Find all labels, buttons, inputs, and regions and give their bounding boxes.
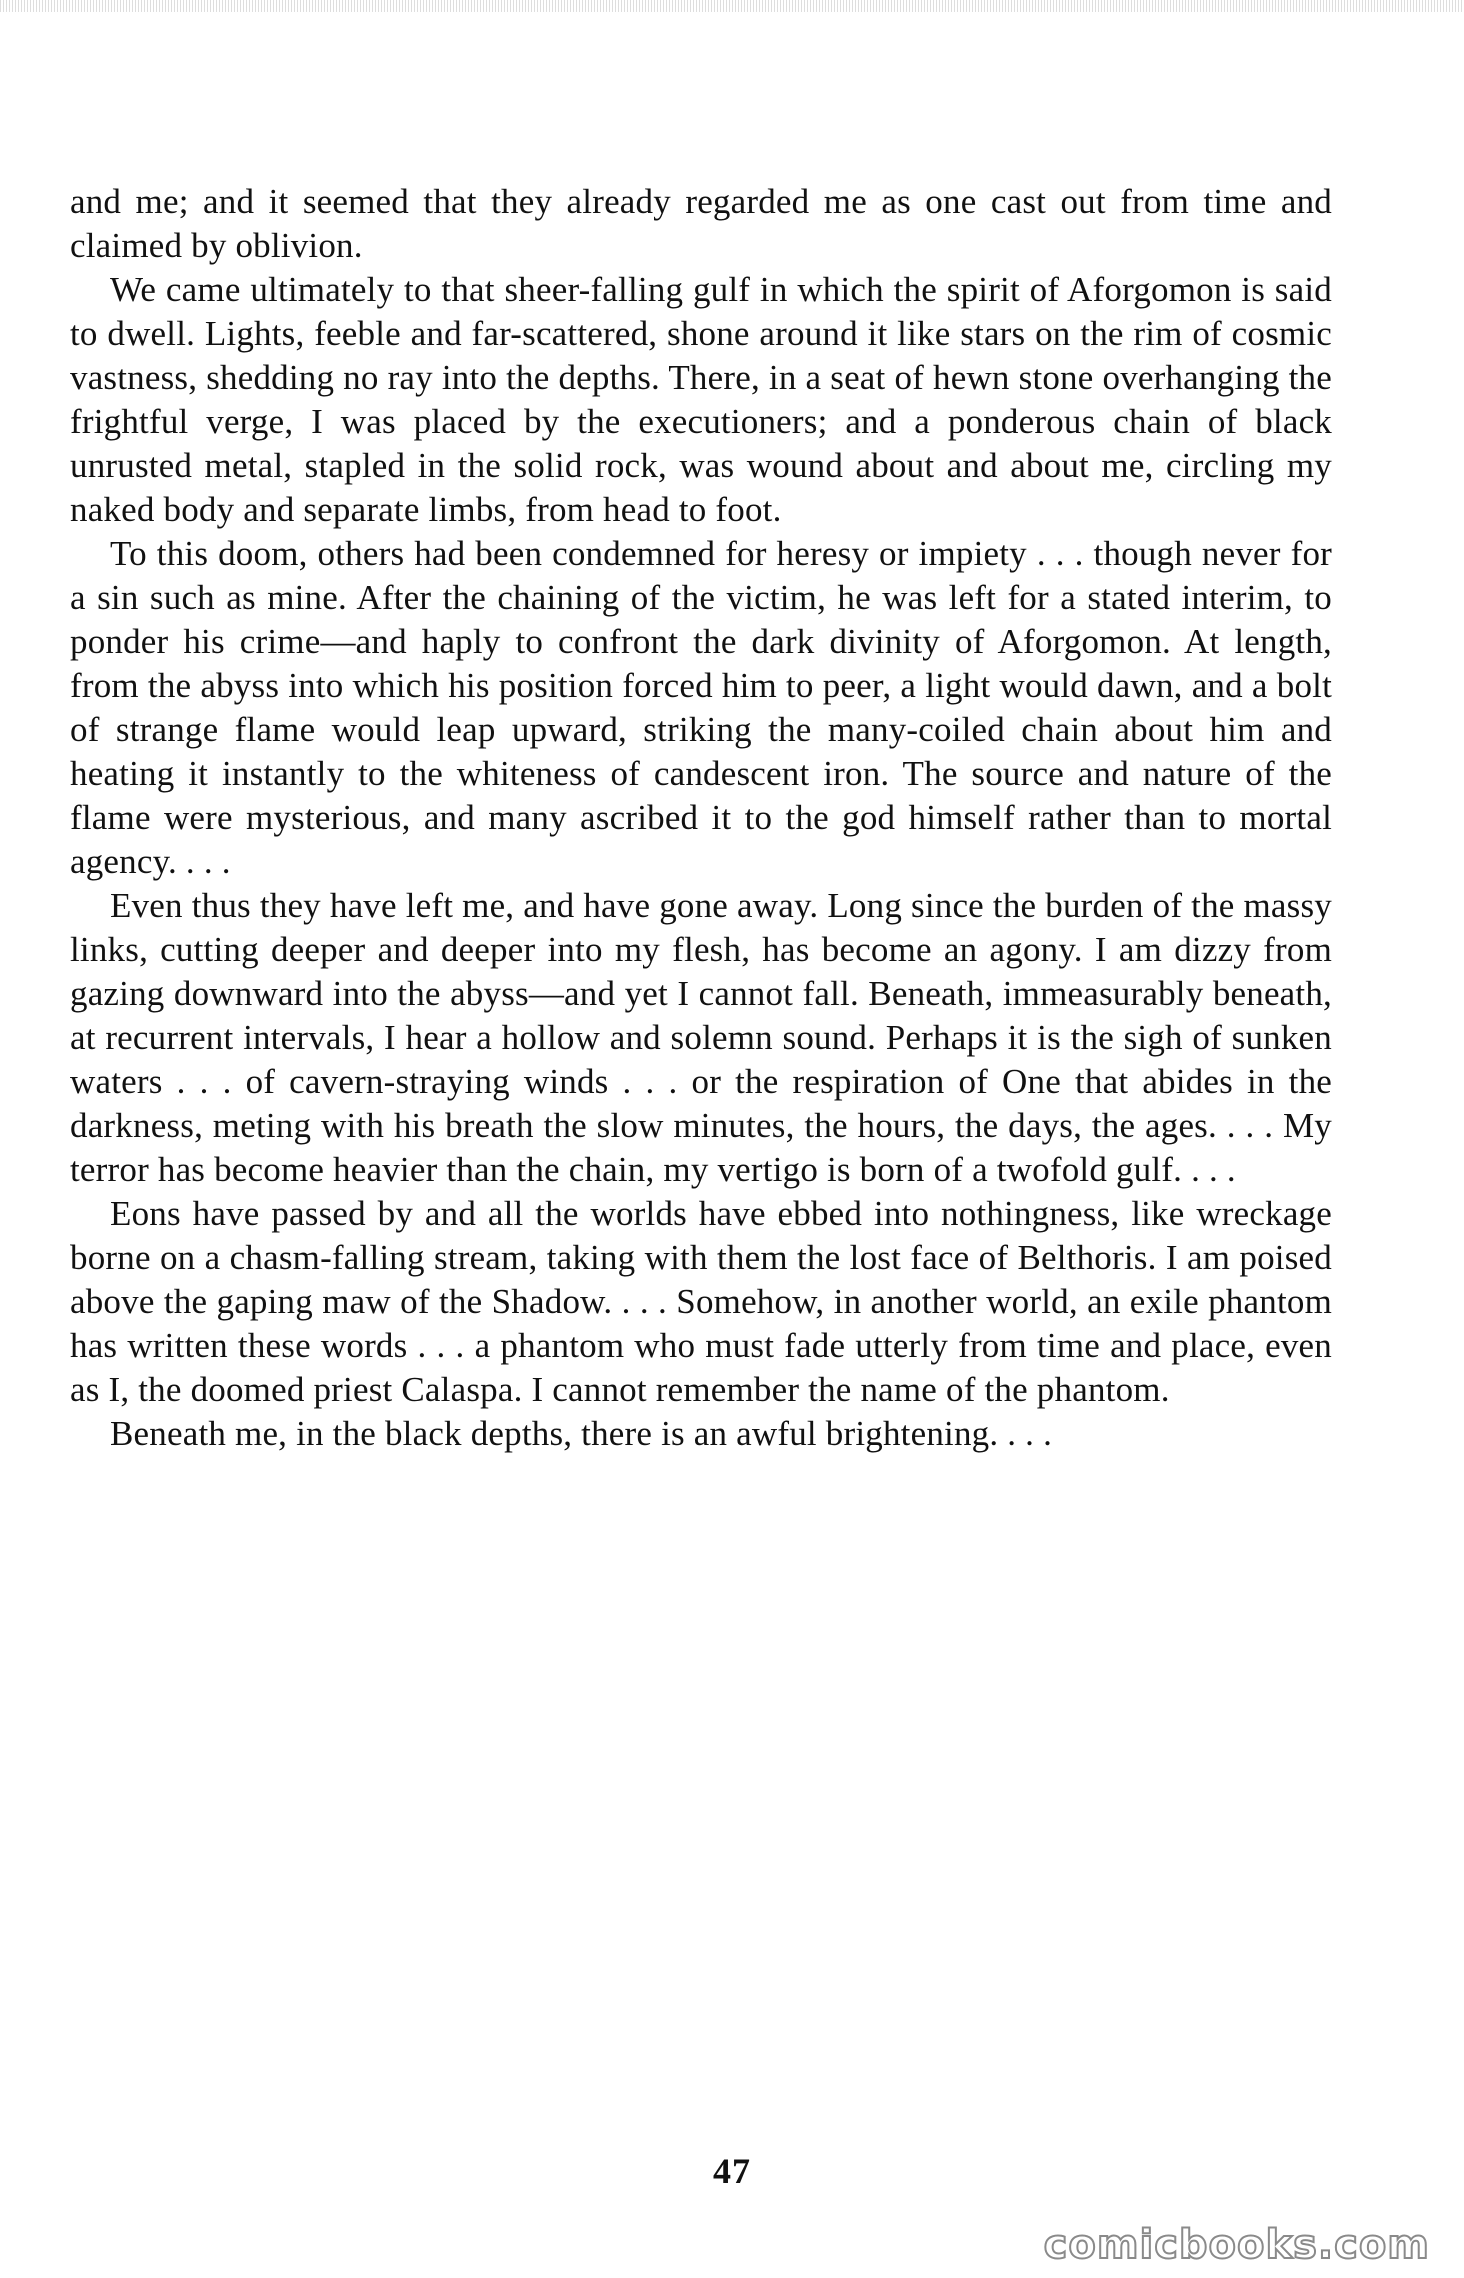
paragraph-2: We came ultimately to that sheer-falling gulf in which the spirit of Aforgomon is said to dwell. Lights, feeble and far-scattered, shone around it like stars on the rim of cosmic vastness, shedding no ray into the depths. There, in a seat of hewn stone overhanging the frightful verge, I was placed by the executioners; and a ponderous chain of black unrusted metal, stapled in the solid rock, was wound about and about me, circling my naked body and separate limbs, from head to foot.: [70, 270, 1332, 529]
paragraph-6: Beneath me, in the black depths, there is an awful brightening. . . .: [110, 1414, 1053, 1453]
scan-edge: [0, 0, 1464, 12]
page-number: 47: [713, 2151, 751, 2191]
paragraph-5: Eons have passed by and all the worlds have ebbed into nothingness, like wreckage borne on a chasm-falling stream, taking with them the lost face of Belthoris. I am poised above the gaping maw of the Shadow. . . . Somehow, in another world, an exile phantom has written these words . . . a phantom who must fade utterly from time and place, even as I, the doomed priest Calaspa. I cannot remember the name of the phantom.: [70, 1194, 1332, 1409]
paragraph-1: and me; and it seemed that they already regarded me as one cast out from time and claimed by oblivion.: [70, 182, 1332, 265]
watermark: comicbooks.com: [1043, 2222, 1430, 2268]
paragraph-4: Even thus they have left me, and have gone away. Long since the burden of the massy links, cutting deeper and deeper into my flesh, has become an agony. I am dizzy from gazing downward into the abyss—and yet I cannot fall. Beneath, immeasurably beneath, at recurrent intervals, I hear a hollow and solemn sound. Perhaps it is the sigh of sunken waters . . . of cavern-straying winds . . . or the respiration of One that abides in the darkness, meting with his breath the slow minutes, the hours, the days, the ages. . . . My terror has become heavier than the chain, my vertigo is born of a twofold gulf. . . .: [70, 886, 1332, 1189]
story-text: [70, 180, 1332, 1456]
paragraph-3: To this doom, others had been condemned for heresy or impiety . . . though never for a sin such as mine. After the chaining of the victim, he was left for a stated interim, to ponder his crime—and haply to confront the dark divinity of Aforgomon. At length, from the abyss into which his position forced him to peer, a light would dawn, and a bolt of strange flame would leap upward, striking the many-coiled chain about him and heating it instantly to the whiteness of candescent iron. The source and nature of the flame were mysterious, and many ascribed it to the god himself rather than to mortal agency. . . .: [70, 534, 1332, 881]
